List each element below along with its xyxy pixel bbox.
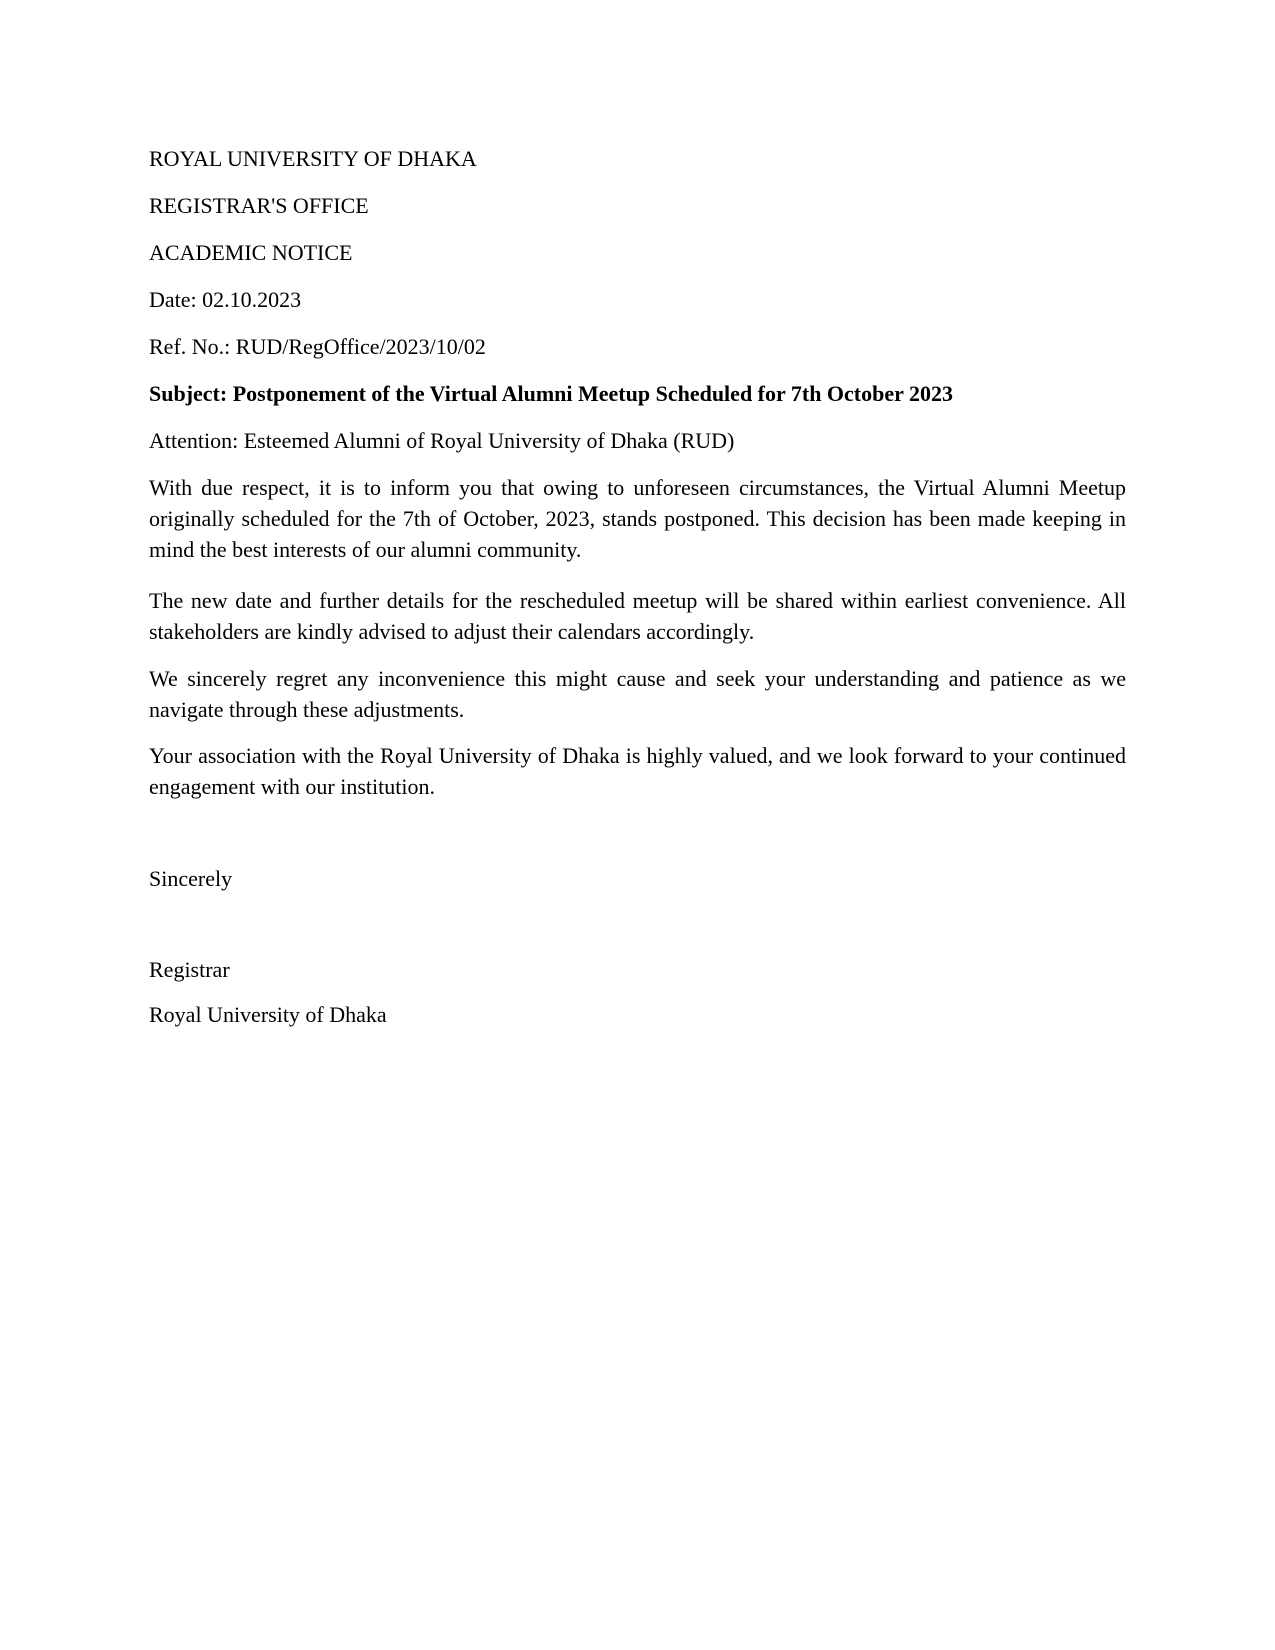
notice-type: ACADEMIC NOTICE	[149, 240, 353, 265]
office-name: REGISTRAR'S OFFICE	[149, 193, 369, 218]
signatory-title: Registrar	[149, 957, 230, 982]
closing-salutation: Sincerely	[149, 866, 233, 891]
university-name: ROYAL UNIVERSITY OF DHAKA	[149, 146, 477, 171]
body-paragraph-2: The new date and further details for the rescheduled meetup will be shared within earliest convenience. All stakeholders are kindly advised to adjust their calendars accordingly.	[149, 588, 1126, 644]
signatory-organization: Royal University of Dhaka	[149, 1002, 387, 1027]
notice-content	[149, 146, 1126, 1028]
notice-date: Date: 02.10.2023	[149, 287, 302, 312]
body-paragraph-1: With due respect, it is to inform you that owing to unforeseen circumstances, the Virtual Alumni Meetup originally scheduled for the 7th of October, 2023, stands postponed. This decision has been made keeping in mind the best interests of our alumni community.	[149, 475, 1126, 562]
notice-subject: Subject: Postponement of the Virtual Alumni Meetup Scheduled for 7th October 2023	[149, 381, 953, 406]
body-paragraph-4: Your association with the Royal University of Dhaka is highly valued, and we look forward to your continued engagement with our institution.	[149, 743, 1126, 799]
body-paragraph-3: We sincerely regret any inconvenience this might cause and seek your understanding and patience as we navigate through these adjustments.	[149, 666, 1126, 722]
reference-number: Ref. No.: RUD/RegOffice/2023/10/02	[149, 334, 486, 359]
notice-attention: Attention: Esteemed Alumni of Royal University of Dhaka (RUD)	[149, 428, 735, 453]
